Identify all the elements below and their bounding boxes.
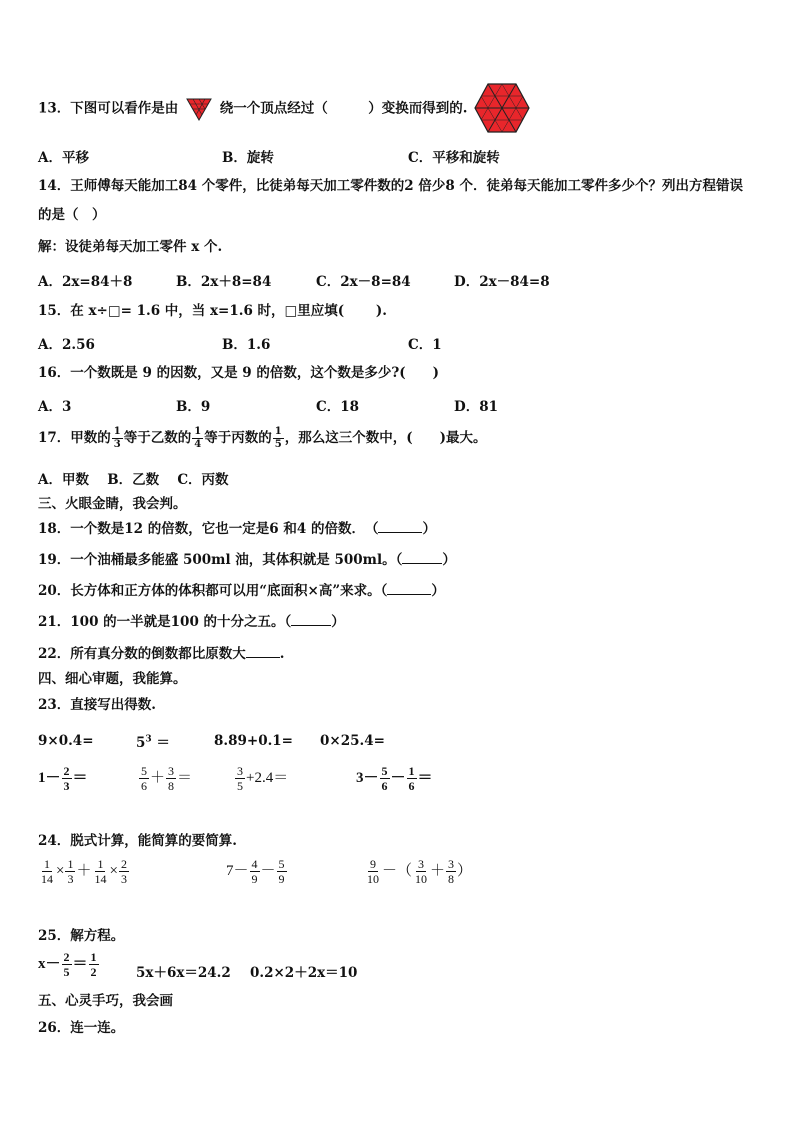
q14-line1: 14．王师傅每天能加工84 个零件，比徒弟每天加工零件数的2 倍少8 个．徒弟每天能加工零件多少个？列出方程错误 bbox=[38, 178, 743, 194]
fraction: $\frac{3}{5}$ bbox=[237, 764, 243, 793]
q18-text: 18．一个数是12 的倍数，它也一定是6 和4 的倍数． （ ） bbox=[38, 521, 436, 537]
q23-calc-6: $\frac{5}{6}$ ＋ $\frac{3}{8}$ ＝ bbox=[141, 764, 193, 793]
q17-part2: 等于乙数的 bbox=[123, 430, 192, 446]
q14-line2: 的是（ ） bbox=[38, 207, 106, 223]
fraction: $\frac{5}{9}$ bbox=[278, 857, 285, 886]
q13-prefix: 13．下图可以看作是由 bbox=[38, 100, 179, 117]
q15-text: 15．在 x÷□= 1.6 中，当 x=1.6 时，□里应填( ). bbox=[38, 303, 387, 319]
q14-option-c[interactable]: C．2x－8=84 bbox=[316, 274, 411, 290]
q17-part4: ，那么这三个数中，( )最大。 bbox=[284, 430, 487, 446]
q23-calc-1: 9×0.4= bbox=[38, 733, 94, 749]
red-triangle-icon bbox=[185, 96, 213, 122]
fraction: $\frac{5}{6}$ bbox=[141, 764, 147, 793]
q23-calc-2: $5^3$ ＝ bbox=[136, 734, 170, 751]
q17-option-a[interactable]: A．甲数 bbox=[38, 472, 89, 488]
q24-expr-1: $\frac{1}{14}$ × $\frac{1}{3}$ ＋ $\frac{1}{14}$ × $\frac{2}{3}$ bbox=[41, 857, 127, 886]
q16-option-d[interactable]: D．81 bbox=[454, 399, 498, 415]
answer-blank[interactable] bbox=[402, 551, 442, 564]
q24-expr-3: $\frac{9}{10}$ －（ $\frac{3}{10}$ ＋ $\frac{3}{8}$ ） bbox=[367, 857, 473, 886]
q23-title: 23．直接写出得数. bbox=[38, 697, 156, 713]
q16-option-c[interactable]: C．18 bbox=[316, 399, 360, 415]
answer-blank[interactable] bbox=[378, 520, 422, 533]
q25-equation-1: x－ $\frac{2}{5}$ ＝ $\frac{1}{2}$ bbox=[38, 950, 97, 979]
q17-part3: 等于丙数的 bbox=[204, 430, 272, 446]
fraction: $\frac{1}{6}$ bbox=[408, 764, 415, 793]
fraction: $\frac{2}{3}$ bbox=[120, 857, 127, 886]
answer-blank[interactable] bbox=[387, 582, 431, 595]
q13-option-a[interactable]: A．平移 bbox=[38, 150, 89, 166]
q23-calc-8: 3－ $\frac{5}{6}$ － $\frac{1}{6}$ ＝ bbox=[356, 764, 433, 793]
q13-middle: 绕一个顶点经过（ ）变换而得到的. bbox=[219, 100, 468, 117]
section-3-heading: 三、火眼金睛，我会判。 bbox=[38, 496, 187, 512]
fraction: $\frac{9}{10}$ bbox=[367, 857, 379, 886]
q26-text: 26．连一连。 bbox=[38, 1020, 125, 1036]
fraction: $\frac{3}{8}$ bbox=[168, 764, 175, 793]
q16-option-b[interactable]: B．9 bbox=[176, 399, 211, 415]
q25-equation-2: 5x＋6x＝24.2 bbox=[136, 965, 231, 981]
fraction: $\frac{1}{4}$ bbox=[194, 426, 202, 450]
fraction: $\frac{4}{9}$ bbox=[251, 857, 258, 886]
q24-title: 24．脱式计算，能简算的要简算. bbox=[38, 833, 237, 849]
q16-option-a[interactable]: A．3 bbox=[38, 399, 72, 415]
q17-part1: 17．甲数的 bbox=[38, 430, 111, 446]
q13-option-b[interactable]: B．旋转 bbox=[222, 150, 274, 166]
q21-text: 21．100 的一半就是100 的十分之五。（ ） bbox=[38, 614, 345, 630]
q17-option-c[interactable]: C．丙数 bbox=[177, 472, 229, 488]
q23-calc-4: 0×25.4= bbox=[320, 733, 385, 749]
section-5-heading: 五、心灵手巧，我会画 bbox=[38, 993, 173, 1009]
q25-title: 25．解方程。 bbox=[38, 928, 125, 944]
q17-options bbox=[38, 468, 229, 488]
q17-line bbox=[38, 424, 486, 452]
q23-calc-7: $\frac{3}{5}$ +2.4＝ bbox=[237, 764, 289, 793]
answer-blank[interactable] bbox=[291, 613, 331, 626]
q23-calc-5: 1－ $\frac{2}{3}$ ＝ bbox=[38, 764, 88, 793]
q14-line3: 解：设徒弟每天加工零件 x 个. bbox=[38, 239, 223, 255]
q25-equation-3: 0.2×2＋2x＝10 bbox=[250, 965, 358, 981]
q14-option-a[interactable]: A．2x=84＋8 bbox=[38, 274, 133, 290]
fraction: $\frac{1}{5}$ bbox=[274, 426, 282, 450]
fraction: $\frac{1}{14}$ bbox=[41, 857, 53, 886]
q23-calc-3: 8.89+0.1= bbox=[214, 733, 293, 749]
q13-line bbox=[38, 96, 467, 120]
fraction: $\frac{3}{10}$ bbox=[415, 857, 428, 886]
fraction: $\frac{1}{3}$ bbox=[113, 426, 121, 450]
fraction: $\frac{1}{2}$ bbox=[90, 950, 97, 979]
fraction: $\frac{3}{8}$ bbox=[448, 857, 455, 886]
q22-text: 22．所有真分数的倒数都比原数大 . bbox=[38, 646, 285, 662]
fraction: $\frac{1}{14}$ bbox=[94, 857, 107, 886]
q16-text: 16．一个数既是 9 的因数，又是 9 的倍数，这个数是多少?( ) bbox=[38, 365, 440, 381]
fraction: $\frac{5}{6}$ bbox=[381, 764, 388, 793]
fraction: $\frac{1}{3}$ bbox=[67, 857, 74, 886]
q15-option-c[interactable]: C．1 bbox=[408, 337, 442, 353]
red-hexagon-figure bbox=[474, 82, 530, 134]
fraction: $\frac{2}{5}$ bbox=[63, 950, 70, 979]
q24-expr-2: 7－ $\frac{4}{9}$ － $\frac{5}{9}$ bbox=[226, 857, 285, 886]
section-4-heading: 四、细心审题，我能算。 bbox=[38, 671, 187, 687]
q13-option-c[interactable]: C．平移和旋转 bbox=[408, 150, 500, 166]
fraction: $\frac{2}{3}$ bbox=[63, 764, 70, 793]
q19-text: 19．一个油桶最多能盛 500ml 油，其体积就是 500ml。（ ） bbox=[38, 552, 456, 568]
answer-blank[interactable] bbox=[246, 645, 280, 658]
q17-option-b[interactable]: B．乙数 bbox=[107, 472, 160, 488]
q20-text: 20．长方体和正方体的体积都可以用“底面积×高”来求。（ ） bbox=[38, 583, 445, 599]
q14-option-d[interactable]: D．2x－84=8 bbox=[454, 274, 550, 290]
q15-option-a[interactable]: A．2.56 bbox=[38, 337, 95, 353]
q15-option-b[interactable]: B．1.6 bbox=[222, 337, 271, 353]
q14-option-b[interactable]: B．2x＋8=84 bbox=[176, 274, 272, 290]
